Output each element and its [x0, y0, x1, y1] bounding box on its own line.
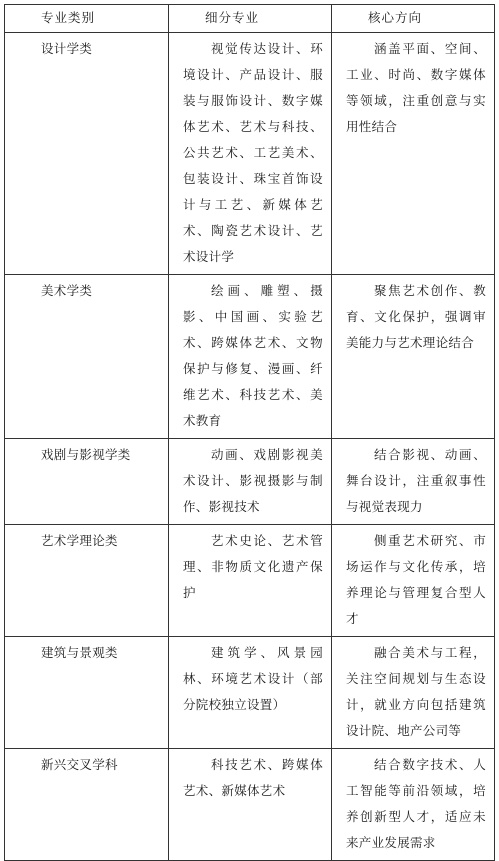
direction-cell: 结合影视、动画、舞台设计，注重叙事性与视觉表现力 [332, 439, 495, 525]
majors-table [4, 4, 495, 861]
subjects-cell: 动画、戏剧影视美术设计、影视摄影与制作、影视技术 [169, 439, 332, 525]
direction-cell: 结合数字技术、人工智能等前沿领域，培养创新型人才，适应未来产业发展需求 [332, 749, 495, 861]
category-cell: 戏剧与影视学类 [5, 439, 169, 525]
table-row [5, 33, 495, 275]
direction-cell: 侧重艺术研究、市场运作与文化传承，培养理论与管理复合型人才 [332, 525, 495, 637]
table-row [5, 439, 495, 525]
category-cell: 新兴交叉学科 [5, 749, 169, 861]
category-cell: 建筑与景观类 [5, 637, 169, 749]
table-row [5, 637, 495, 749]
header-category: 专业类别 [5, 5, 169, 33]
table-row [5, 525, 495, 637]
subjects-cell: 绘画、雕塑、摄影、中国画、实验艺术、跨媒体艺术、文物保护与修复、漫画、纤维艺术、科技艺术、美术教育 [169, 275, 332, 439]
subjects-cell: 建筑学、风景园林、环境艺术设计（部分院校独立设置） [169, 637, 332, 749]
header-subjects: 细分专业 [169, 5, 332, 33]
direction-cell: 聚焦艺术创作、教育、文化保护，强调审美能力与艺术理论结合 [332, 275, 495, 439]
category-cell: 美术学类 [5, 275, 169, 439]
subjects-cell: 艺术史论、艺术管理、非物质文化遗产保护 [169, 525, 332, 637]
table-row [5, 275, 495, 439]
category-cell: 设计学类 [5, 33, 169, 275]
direction-cell: 涵盖平面、空间、工业、时尚、数字媒体等领域，注重创意与实用性结合 [332, 33, 495, 275]
header-row [5, 5, 495, 33]
direction-cell: 融合美术与工程，关注空间规划与生态设计，就业方向包括建筑设计院、地产公司等 [332, 637, 495, 749]
subjects-cell: 科技艺术、跨媒体艺术、新媒体艺术 [169, 749, 332, 861]
subjects-cell: 视觉传达设计、环境设计、产品设计、服装与服饰设计、数字媒体艺术、艺术与科技、公共艺术、工艺美术、包装设计、珠宝首饰设计与工艺、新媒体艺术、陶瓷艺术设计、艺术设计学 [169, 33, 332, 275]
category-cell: 艺术学理论类 [5, 525, 169, 637]
table-row [5, 749, 495, 861]
header-direction: 核心方向 [332, 5, 495, 33]
